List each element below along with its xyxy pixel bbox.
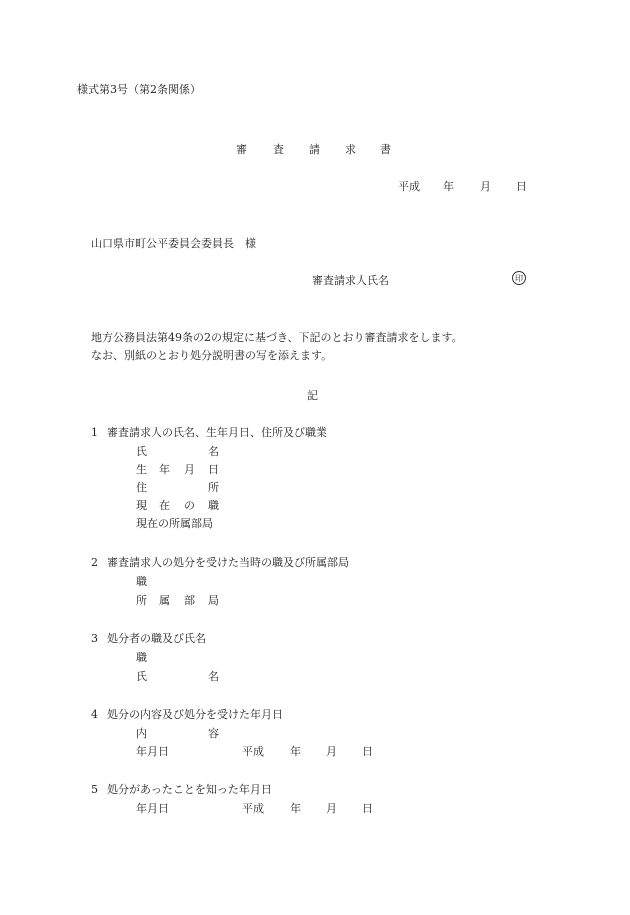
date-day: 日 [362, 802, 373, 815]
item-number: 4 [91, 708, 98, 721]
field-dept-char: 部 [184, 594, 195, 607]
item-heading: 処分者の職及び氏名 [107, 632, 206, 645]
title-char: 審 [236, 143, 247, 156]
item-heading: 審査請求人の処分を受けた当時の職及び所属部局 [107, 556, 349, 569]
field-birth-char: 生 [136, 463, 147, 476]
seal-mark: 印 [512, 271, 526, 285]
requester-name-label: 審査請求人氏名 [312, 274, 389, 287]
field-name-char: 名 [208, 670, 219, 683]
field-date-label: 年月日 [136, 745, 169, 758]
date-era: 平成 [242, 802, 264, 815]
date-year: 年 [443, 180, 454, 193]
title-char: 査 [273, 143, 284, 156]
field-job-char: 在 [159, 499, 170, 512]
item-number: 2 [91, 556, 98, 569]
date-era: 平成 [398, 180, 420, 193]
field-content-char: 内 [136, 727, 147, 740]
field-current-dept: 現在の所属部局 [136, 517, 213, 530]
addressee: 山口県市町公平委員会委員長 様 [91, 237, 256, 250]
date-year: 年 [290, 802, 301, 815]
field-address-char: 住 [136, 481, 147, 494]
field-name-char: 名 [208, 445, 219, 458]
item-number: 3 [91, 632, 98, 645]
field-birth-char: 日 [208, 463, 219, 476]
field-name-char: 氏 [136, 445, 147, 458]
item-heading: 処分があったことを知った年月日 [107, 783, 272, 796]
date-month: 月 [326, 802, 337, 815]
ki-heading: 記 [307, 389, 318, 402]
date-month: 月 [480, 180, 491, 193]
date-month: 月 [326, 745, 337, 758]
item-heading: 処分の内容及び処分を受けた年月日 [107, 708, 283, 721]
title-char: 請 [309, 143, 320, 156]
date-day: 日 [362, 745, 373, 758]
field-address-char: 所 [208, 481, 219, 494]
field-dept-char: 所 [136, 594, 147, 607]
item-heading: 審査請求人の氏名、生年月日、住所及び職業 [107, 426, 327, 439]
date-year: 年 [290, 745, 301, 758]
title-char: 書 [380, 143, 391, 156]
field-date-label: 年月日 [136, 802, 169, 815]
item-number: 1 [91, 426, 98, 439]
field-name-char: 氏 [136, 670, 147, 683]
field-job-char: 職 [208, 499, 219, 512]
field-job: 職 [136, 575, 147, 588]
form-number: 様式第3号（第2条関係） [77, 83, 201, 96]
field-job: 職 [136, 651, 147, 664]
field-birth-char: 年 [159, 463, 170, 476]
title-char: 求 [345, 143, 356, 156]
field-content-char: 容 [208, 727, 219, 740]
date-day: 日 [516, 180, 527, 193]
item-number: 5 [91, 783, 98, 796]
field-job-char: 現 [136, 499, 147, 512]
body-line-2: なお、別紙のとおり処分説明書の写を添えます。 [91, 349, 333, 362]
body-line-1: 地方公務員法第49条の2の規定に基づき、下記のとおり審査請求をします。 [91, 331, 463, 344]
field-dept-char: 局 [208, 594, 219, 607]
field-dept-char: 属 [159, 594, 170, 607]
date-era: 平成 [242, 745, 264, 758]
field-birth-char: 月 [184, 463, 195, 476]
field-job-char: の [184, 499, 195, 512]
